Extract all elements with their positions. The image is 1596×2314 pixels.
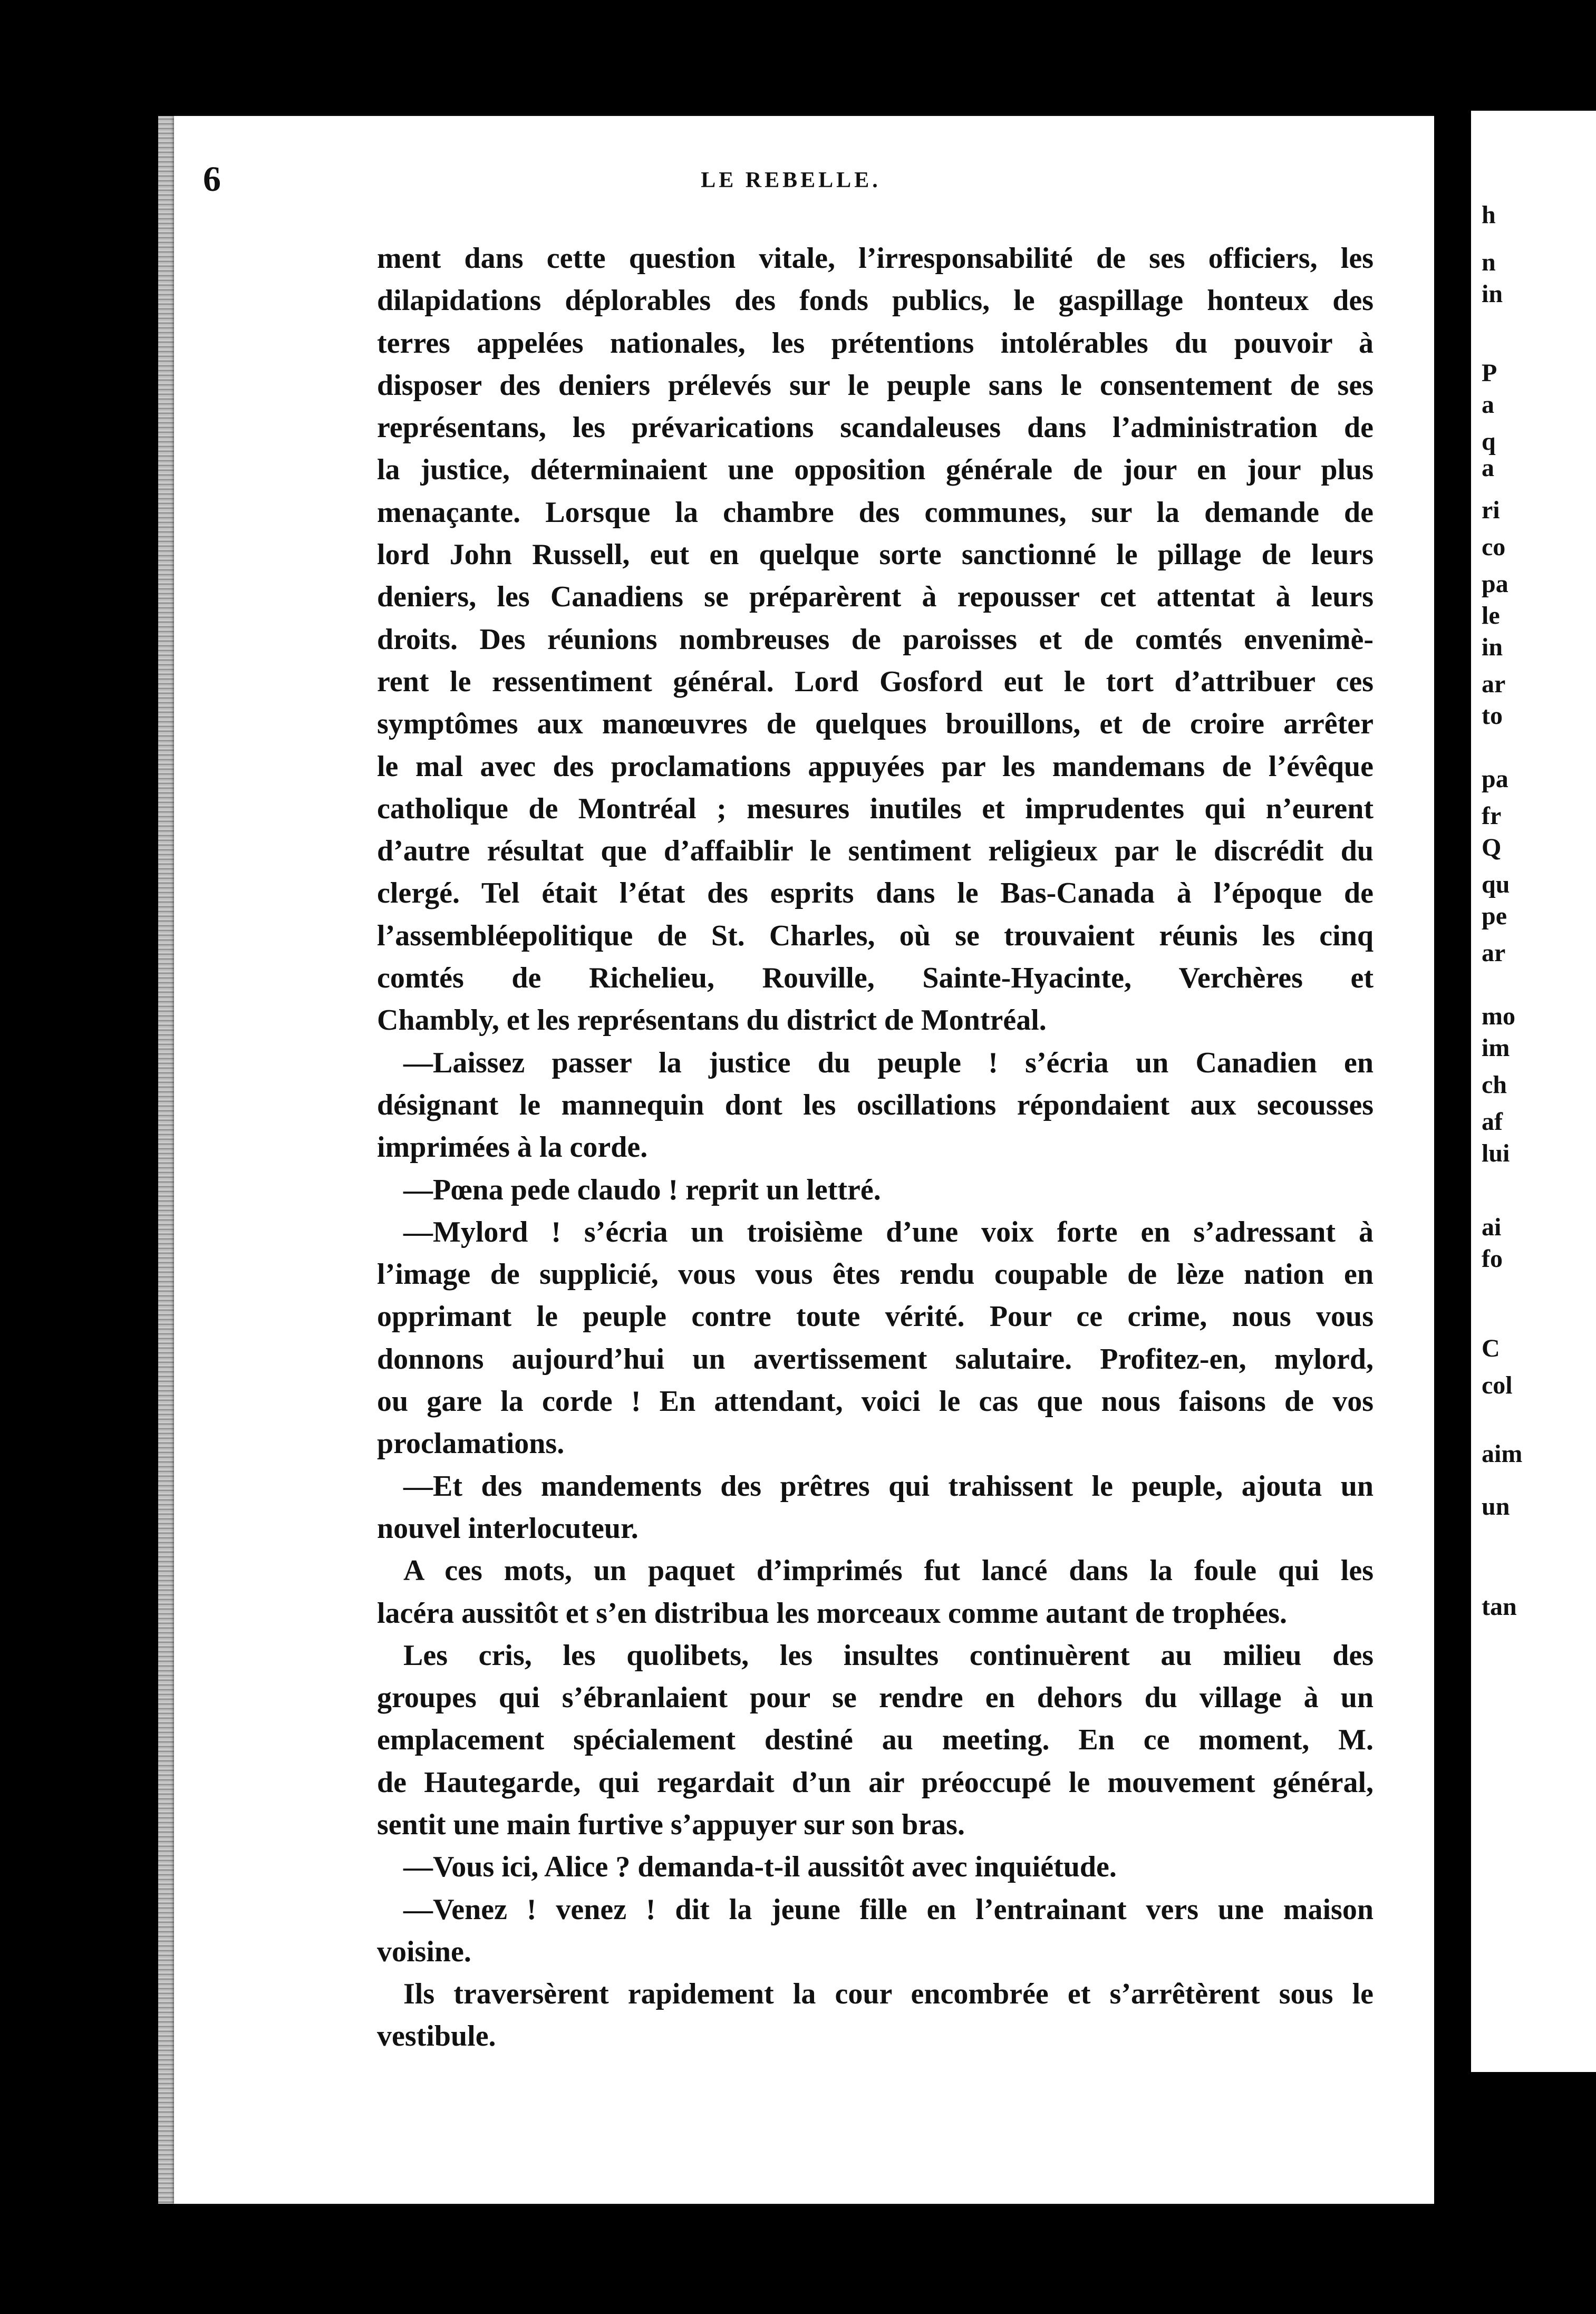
text-line: le mal avec des proclamations appuyées par les mandemans de l’évêque xyxy=(377,750,1373,783)
facing-page-fragment: pe xyxy=(1482,902,1507,930)
body-text xyxy=(377,237,1373,2058)
facing-page-fragment: in xyxy=(1482,280,1503,308)
facing-page-fragment: q xyxy=(1482,428,1496,456)
text-line: deniers, les Canadiens se préparèrent à repousser cet attentat à leurs xyxy=(377,580,1373,614)
text-line: représentans, les prévarications scandaleuses dans l’administration de xyxy=(377,411,1373,444)
text-line: lord John Russell, eut en quelque sorte sanctionné le pillage de leurs xyxy=(377,538,1373,572)
text-line: —Venez ! venez ! dit la jeune fille en l’entrainant vers une maison xyxy=(403,1893,1373,1926)
page-header xyxy=(203,158,1379,200)
facing-page-fragment: h xyxy=(1482,201,1496,229)
facing-page-fragment: le xyxy=(1482,602,1500,630)
facing-page-fragment: im xyxy=(1482,1034,1510,1062)
facing-page-fragment: ar xyxy=(1482,670,1506,698)
text-line: emplacement spécialement destiné au meeting. En ce moment, M. xyxy=(377,1724,1373,1757)
text-line: —Et des mandements des prêtres qui trahissent le peuple, ajouta un xyxy=(403,1469,1373,1503)
text-line: A ces mots, un paquet d’imprimés fut lancé dans la foule qui les xyxy=(403,1554,1373,1587)
text-line: —Pœna pede claudo ! reprit un lettré. xyxy=(403,1173,881,1206)
text-line: de Hautegarde, qui regardait d’un air préoccupé le mouvement général, xyxy=(377,1766,1373,1799)
text-line: imprimées à la corde. xyxy=(377,1131,648,1164)
text-line: rent le ressentiment général. Lord Gosford eut le tort d’attribuer ces xyxy=(377,665,1373,698)
text-line: voisine. xyxy=(377,1935,471,1968)
facing-page-fragment: ai xyxy=(1482,1213,1502,1241)
facing-page-fragment: lui xyxy=(1482,1139,1510,1167)
facing-page-fragment: fo xyxy=(1482,1245,1503,1273)
text-line: Les cris, les quolibets, les insultes continuèrent au milieu des xyxy=(403,1639,1373,1672)
text-line: opprimant le peuple contre toute vérité. Pour ce crime, nous vous xyxy=(377,1300,1373,1333)
book-gutter xyxy=(1434,105,1471,2209)
facing-page-fragment: qu xyxy=(1482,870,1510,898)
text-line: l’image de supplicié, vous vous êtes rendu coupable de lèze nation en xyxy=(377,1258,1373,1291)
text-line: dilapidations déplorables des fonds publics, le gaspillage honteux des xyxy=(377,284,1373,317)
text-line: menaçante. Lorsque la chambre des communes, sur la demande de xyxy=(377,496,1373,529)
facing-page-fragment: ar xyxy=(1482,939,1506,967)
facing-page-fragment: mo xyxy=(1482,1002,1515,1030)
facing-page-fragment: n xyxy=(1482,248,1496,276)
facing-page-fragment: ri xyxy=(1482,496,1500,524)
text-line: comtés de Richelieu, Rouville, Sainte-Hyacinte, Verchères et xyxy=(377,962,1373,995)
facing-page-fragment: a xyxy=(1482,391,1494,419)
facing-page-fragment: pa xyxy=(1482,765,1508,793)
text-line: Chambly, et les représentans du district de Montréal. xyxy=(377,1004,1047,1037)
facing-page-fragment: in xyxy=(1482,633,1503,661)
text-line: clergé. Tel était l’état des esprits dans le Bas-Canada à l’époque de xyxy=(377,877,1373,910)
text-line: disposer des deniers prélevés sur le peuple sans le consentement de ses xyxy=(377,369,1373,402)
text-line: droits. Des réunions nombreuses de paroisses et de comtés envenimè- xyxy=(377,623,1373,656)
facing-page-fragment: un xyxy=(1482,1493,1510,1521)
text-line: catholique de Montréal ; mesures inutiles et imprudentes qui n’eurent xyxy=(377,792,1373,825)
facing-page-fragment: Q xyxy=(1482,834,1502,861)
text-line: donnons aujourd’hui un avertissement salutaire. Profitez-en, mylord, xyxy=(377,1342,1373,1376)
facing-page-fragment: co xyxy=(1482,533,1506,561)
text-line: Ils traversèrent rapidement la cour encombrée et s’arrêtèrent sous le xyxy=(403,1978,1373,2011)
facing-page-fragment: col xyxy=(1482,1371,1513,1399)
text-line: vestibule. xyxy=(377,2020,496,2053)
text-line: proclamations. xyxy=(377,1427,565,1460)
text-line: l’assembléepolitique de St. Charles, où se trouvaient réunis les cinq xyxy=(377,919,1373,952)
text-line: —Laissez passer la justice du peuple ! s’écria un Canadien en xyxy=(403,1046,1373,1079)
facing-page-fragment: tan xyxy=(1482,1593,1517,1621)
page-number: 6 xyxy=(203,159,221,199)
facing-page-fragment: to xyxy=(1482,702,1503,730)
facing-page-fragment: P xyxy=(1482,359,1497,387)
text-line: symptômes aux manœuvres de quelques brouillons, et de croire arrêter xyxy=(377,708,1373,741)
running-title: LE REBELLE. xyxy=(701,168,881,192)
text-line: —Mylord ! s’écria un troisième d’une voix forte en s’adressant à xyxy=(403,1215,1373,1248)
text-line: groupes qui s’ébranlaient pour se rendre en dehors du village à un xyxy=(377,1681,1373,1715)
text-line: terres appelées nationales, les prétentions intolérables du pouvoir à xyxy=(377,326,1373,360)
facing-page-fragment: ch xyxy=(1482,1071,1507,1099)
text-line: lacéra aussitôt et s’en distribua les morceaux comme autant de trophées. xyxy=(377,1596,1287,1630)
facing-page-edge xyxy=(1471,111,1596,2072)
facing-page-fragment: a xyxy=(1482,454,1494,482)
facing-page-fragment: pa xyxy=(1482,570,1508,598)
text-line: la justice, déterminaient une opposition générale de jour en jour plus xyxy=(377,453,1373,487)
facing-page-fragment: af xyxy=(1482,1108,1503,1136)
text-line: ou gare la corde ! En attendant, voici le cas que nous faisons de vos xyxy=(377,1385,1373,1418)
text-line: nouvel interlocuteur. xyxy=(377,1512,639,1545)
text-line: d’autre résultat que d’affaiblir le sentiment religieux par le discrédit du xyxy=(377,835,1373,868)
text-line: sentit une main furtive s’appuyer sur son bras. xyxy=(377,1808,965,1841)
facing-page-fragment: fr xyxy=(1482,802,1502,830)
text-line: désignant le mannequin dont les oscillations répondaient aux secousses xyxy=(377,1088,1373,1121)
text-line: —Vous ici, Alice ? demanda-t-il aussitôt avec inquiétude. xyxy=(403,1851,1117,1884)
text-line: ment dans cette question vitale, l’irresponsabilité de ses officiers, les xyxy=(377,242,1373,275)
facing-page-fragment: C xyxy=(1482,1334,1500,1362)
facing-page-fragment: aim xyxy=(1482,1440,1523,1468)
